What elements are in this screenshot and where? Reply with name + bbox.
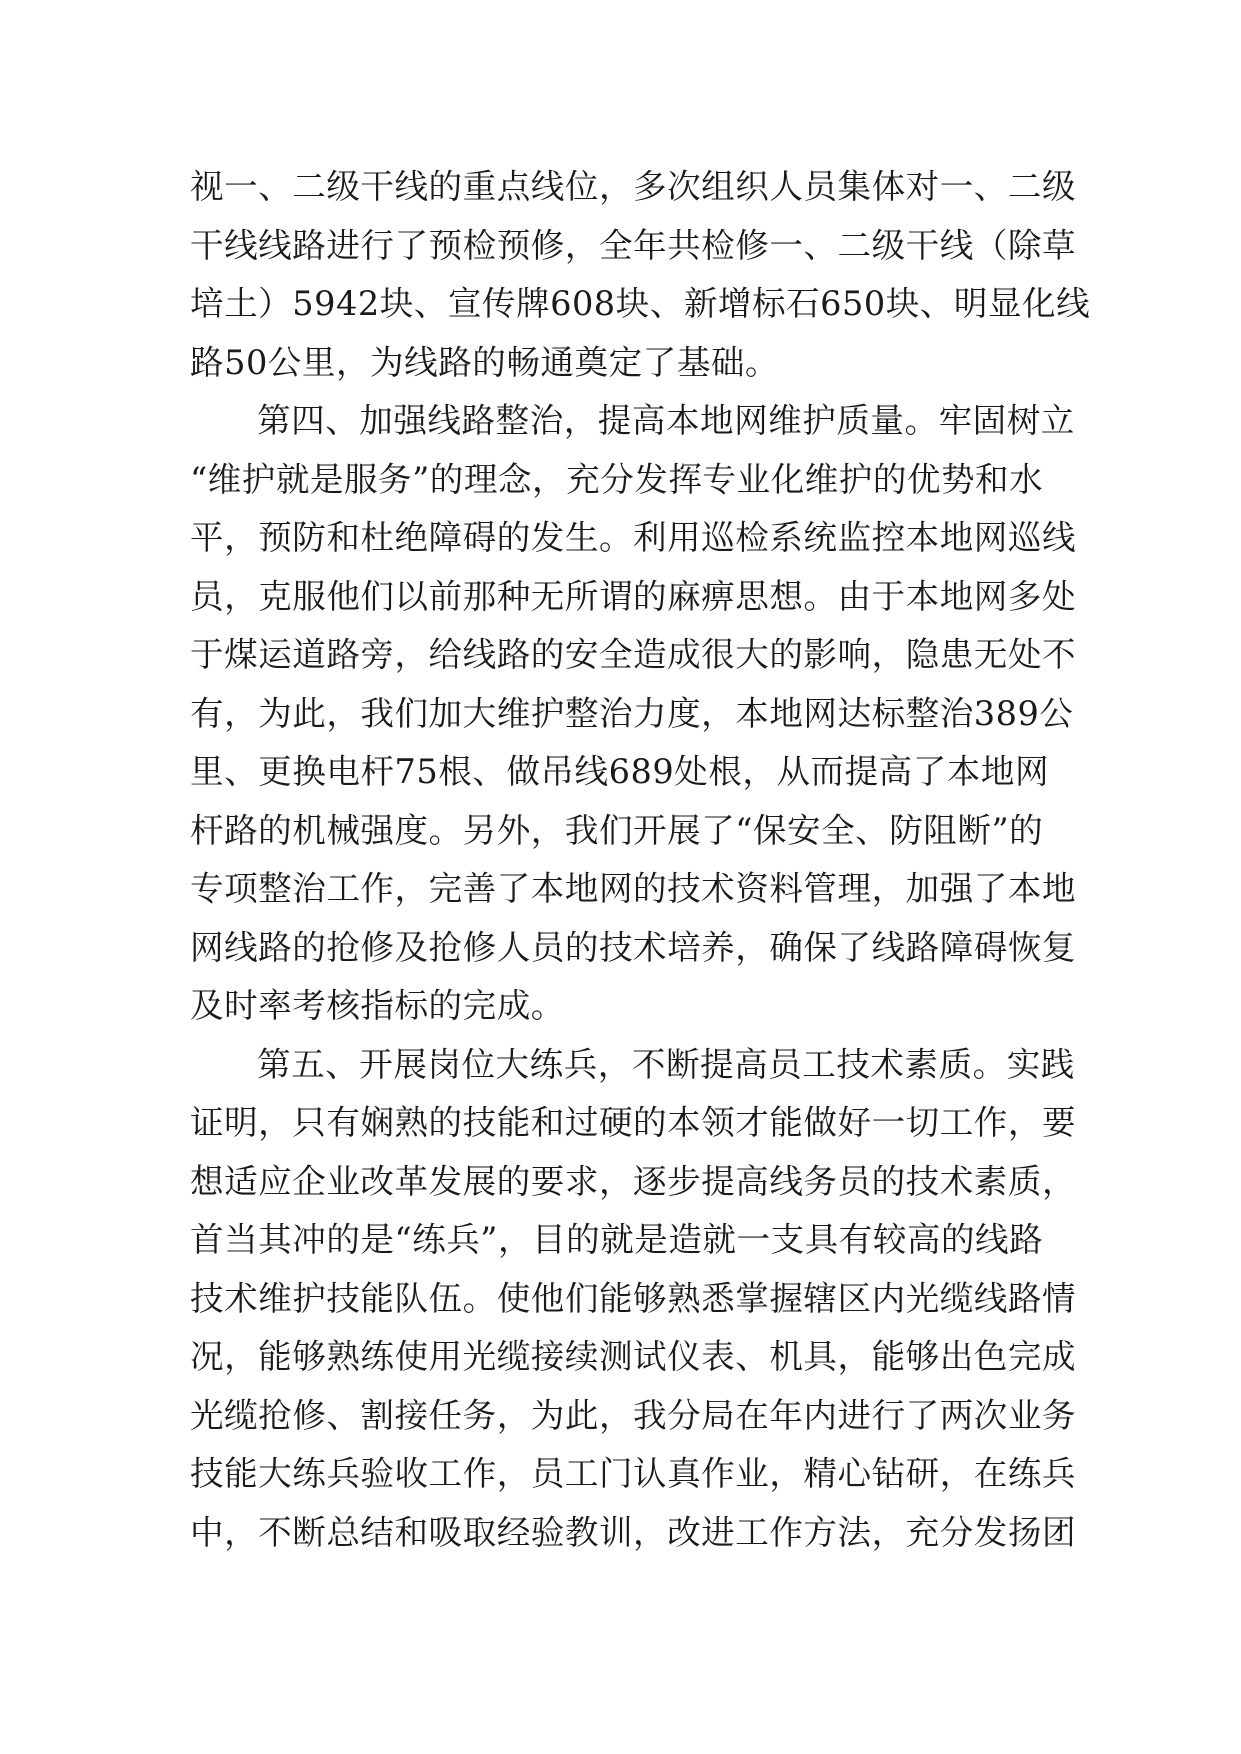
text-line: 培土）5942块、宣传牌608块、新增标石650块、明显化线 bbox=[190, 284, 1091, 323]
paragraph-first-line: 第四、加强线路整治，提高本地网维护质量。牢固树立 bbox=[257, 401, 1075, 440]
text-line: 况，能够熟练使用光缆接续测试仪表、机具，能够出色完成 bbox=[190, 1337, 1077, 1376]
text-line: 里、更换电杆75根、做吊线689处根，从而提高了本地网 bbox=[190, 752, 1050, 791]
paragraph-first-line: 第五、开展岗位大练兵，不断提高员工技术素质。实践 bbox=[257, 1044, 1075, 1084]
text-line: 中，不断总结和吸取经验教训，改进工作方法，充分发扬团 bbox=[190, 1512, 1077, 1552]
text-line: 首当其冲的是“练兵”，目的就是造就一支具有较高的线路 bbox=[190, 1220, 1044, 1259]
text-line: 网线路的抢修及抢修人员的技术培养，确保了线路障碍恢复 bbox=[190, 927, 1077, 967]
text-line: 专项整治工作，完善了本地网的技术资料管理，加强了本地 bbox=[190, 869, 1077, 908]
text-line: 视一、二级干线的重点线位，多次组织人员集体对一、二级 bbox=[190, 167, 1077, 206]
text-line: 想适应企业改革发展的要求，逐步提高线务员的技术素质， bbox=[190, 1161, 1077, 1201]
text-line: 于煤运道路旁，给线路的安全造成很大的影响，隐患无处不 bbox=[190, 635, 1077, 674]
text-line: 杆路的机械强度。另外，我们开展了“保安全、防阻断”的 bbox=[190, 810, 1044, 850]
text-line: 员，克服他们以前那种无所谓的麻痹思想。由于本地网多处 bbox=[190, 576, 1077, 616]
text-line: 路50公里，为线路的畅通奠定了基础。 bbox=[190, 342, 779, 382]
text-line: 技术维护技能队伍。使他们能够熟悉掌握辖区内光缆线路情 bbox=[190, 1278, 1077, 1318]
text-line: 及时率考核指标的完成。 bbox=[190, 986, 565, 1025]
text-line: 有，为此，我们加大维护整治力度，本地网达标整治389公 bbox=[190, 693, 1074, 733]
text-line: 证明，只有娴熟的技能和过硬的本领才能做好一切工作，要 bbox=[190, 1103, 1077, 1142]
text-line: 技能大练兵验收工作，员工门认真作业，精心钻研，在练兵 bbox=[190, 1454, 1077, 1493]
text-line: 光缆抢修、割接任务，为此，我分局在年内进行了两次业务 bbox=[190, 1395, 1077, 1435]
text-line: “维护就是服务”的理念，充分发挥专业化维护的优势和水 bbox=[190, 459, 1044, 499]
body-text bbox=[190, 158, 1091, 1562]
text-line: 平，预防和杜绝障碍的发生。利用巡检系统监控本地网巡线 bbox=[190, 518, 1077, 557]
text-line: 干线线路进行了预检预修，全年共检修一、二级干线（除草 bbox=[190, 225, 1077, 265]
